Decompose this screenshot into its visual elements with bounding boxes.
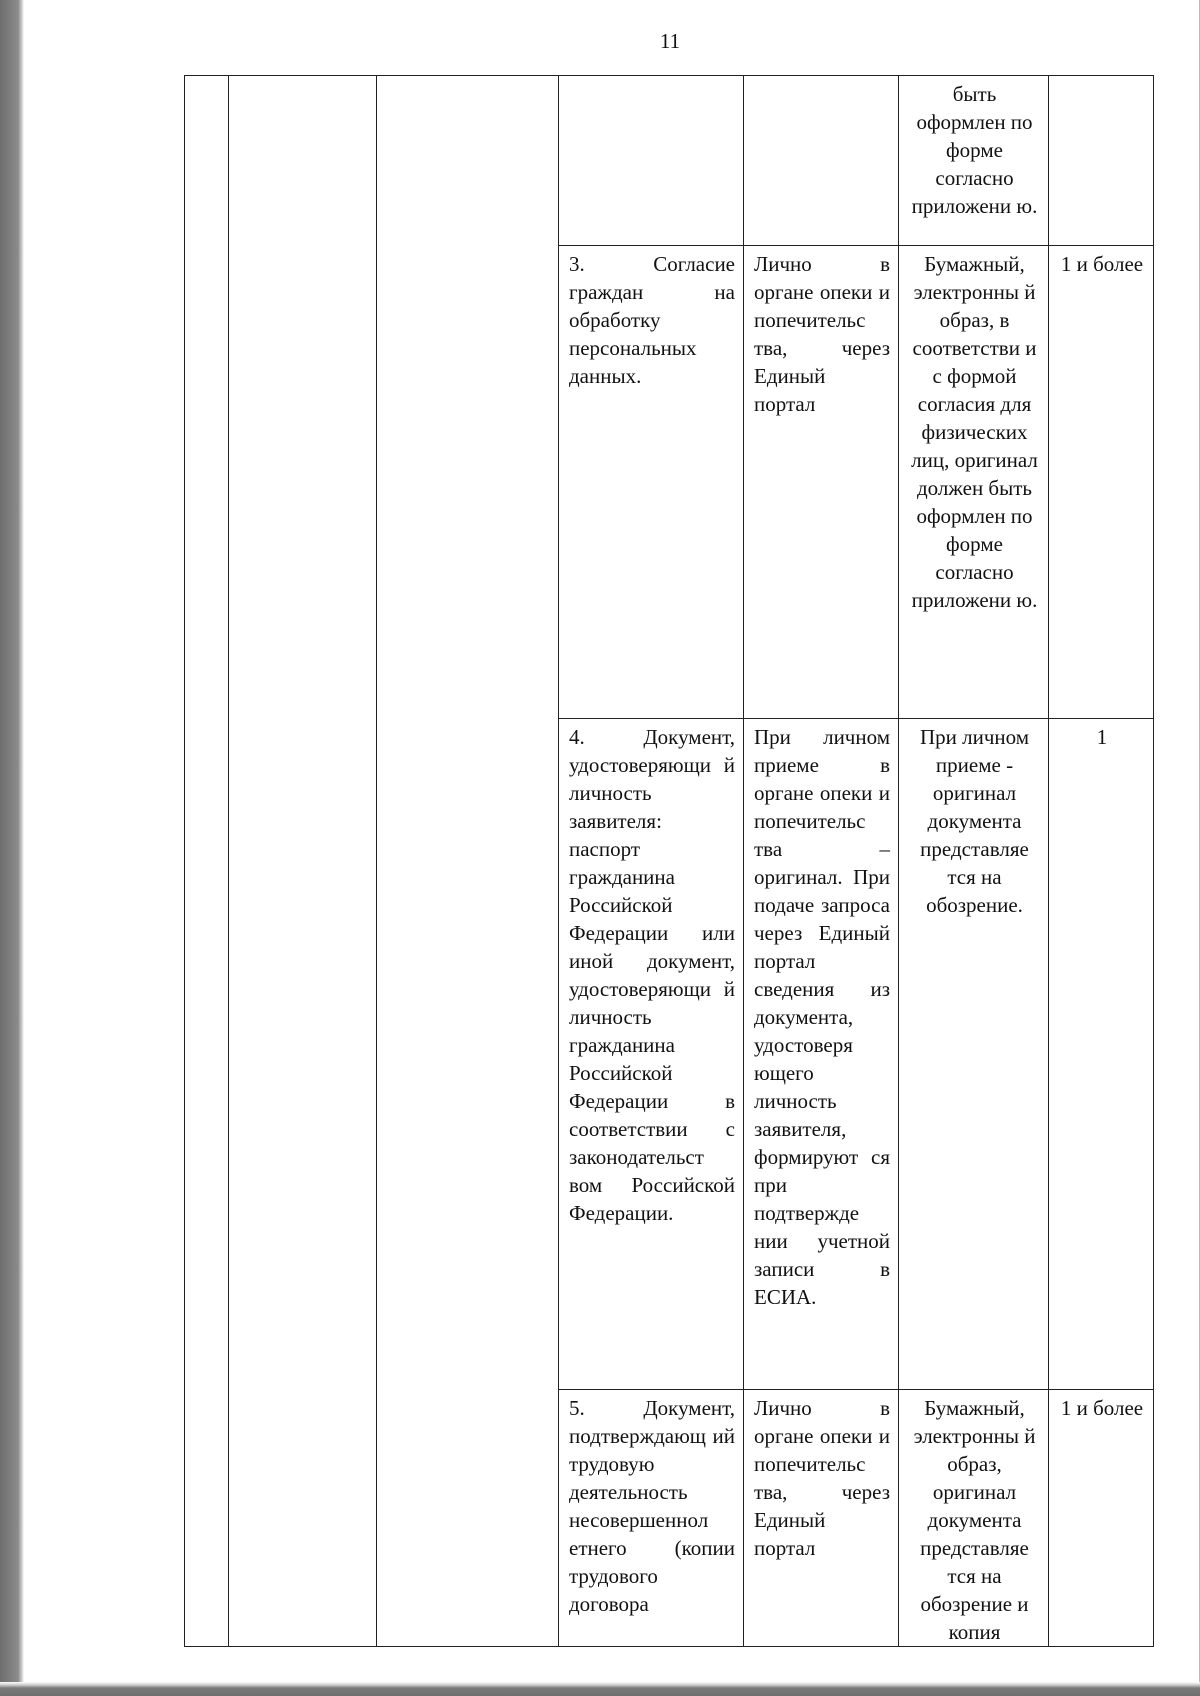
- submission-method-cell: Лично в органе опеки и попечительс тва, через Единый портал: [744, 246, 899, 719]
- document-form-cell: При личном приеме - оригинал документа представляе тся на обозрение.: [899, 719, 1049, 1390]
- document-cell: 4. Документ, удостоверяющи й личность заявителя: паспорт гражданина Российской Федерации или иной документ, удостоверяющи й личность гражданина Российской Федерации в соответствии с законодательст вом Российской Федерации.: [559, 719, 744, 1390]
- scan-left-edge: [0, 0, 24, 1696]
- scan-bottom-edge: [0, 1682, 1200, 1696]
- document-cell: 5. Документ, подтверждающ ий трудовую деятельность несовершеннол етнего (копии трудового договора: [559, 1390, 744, 1647]
- quantity-cell: 1: [1049, 719, 1154, 1390]
- empty-cell: [229, 76, 377, 1647]
- empty-cell: [185, 76, 229, 1647]
- quantity-cell: 1 и более: [1049, 1390, 1154, 1647]
- empty-cell: [377, 76, 559, 1647]
- quantity-cell: 1 и более: [1049, 246, 1154, 719]
- document-form-cell: быть оформлен по форме согласно приложени ю.: [899, 76, 1049, 246]
- submission-method-cell: [744, 76, 899, 246]
- documents-table: [184, 75, 1154, 1647]
- document-cell: 3. Согласие граждан на обработку персональных данных.: [559, 246, 744, 719]
- document-cell: [559, 76, 744, 246]
- document-form-cell: Бумажный, электронны й образ, оригинал документа представляе тся на обозрение и копия: [899, 1390, 1049, 1647]
- table-row: [185, 76, 1154, 246]
- quantity-cell: [1049, 76, 1154, 246]
- submission-method-cell: При личном приеме в органе опеки и попечительс тва – оригинал. При подаче запроса через Единый портал сведения из документа, удостоверя ющего личность заявителя, формируют ся при подтвержде нии учетной записи в ЕСИА.: [744, 719, 899, 1390]
- page-number: 11: [659, 29, 681, 53]
- document-form-cell: Бумажный, электронны й образ, в соответстви и с формой согласия для физических лиц, оригинал должен быть оформлен по форме согласно приложени ю.: [899, 246, 1049, 719]
- submission-method-cell: Лично в органе опеки и попечительс тва, через Единый портал: [744, 1390, 899, 1647]
